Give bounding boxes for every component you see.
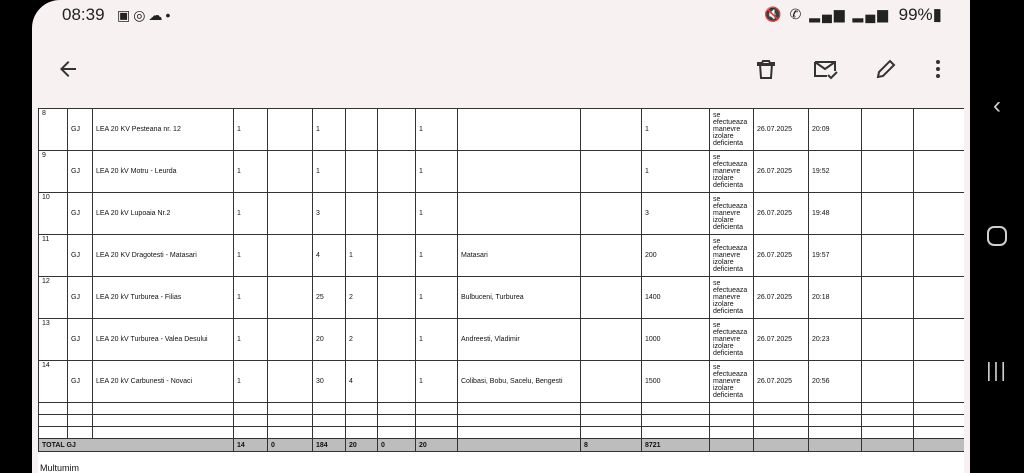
gallery-icon: ▣ bbox=[117, 7, 134, 23]
empty-row bbox=[39, 427, 965, 439]
app-bar bbox=[32, 45, 970, 95]
empty-row bbox=[39, 403, 965, 415]
outage-table bbox=[38, 108, 964, 452]
signal-1-icon: ▂▄▆ bbox=[809, 6, 847, 22]
table-row: 13 GJ LEA 20 kV Turburea - Valea Desului 1 20 2 1 Andreesti, Vladimir 1000 se efectueaza manevre izolare deficienta 26.07.2025 20:23 bbox=[39, 319, 965, 361]
table-row: 10 GJ LEA 20 kV Lupoaia Nr.2 1 3 1 3 se efectueaza manevre izolare deficienta 26.07.2025 19:48 bbox=[39, 193, 965, 235]
email-screen bbox=[32, 0, 970, 473]
table-row: 14 GJ LEA 20 kV Carbunesti - Novaci 1 30 4 1 Colibasi, Bobu, Sacelu, Bengesti 1500 se efectueaza manevre izolare deficienta 26.07.2025 20:56 bbox=[39, 361, 965, 403]
battery-icon: ▮ bbox=[932, 5, 942, 24]
mark-read-icon[interactable] bbox=[810, 53, 842, 85]
mute-icon: 🔇 bbox=[764, 6, 784, 22]
table-row: 9 GJ LEA 20 kV Motru - Leurda 1 1 1 1 se efectueaza manevre izolare deficienta 26.07.2025 19:52 bbox=[39, 151, 965, 193]
status-bar bbox=[32, 0, 970, 32]
table-row: 8 GJ LEA 20 KV Pesteana nr. 12 1 1 1 1 se efectueaza manevre izolare deficienta 26.07.2025 20:09 bbox=[39, 109, 965, 151]
home-icon[interactable] bbox=[970, 225, 1024, 252]
cloud-icon: ☁ bbox=[148, 7, 166, 23]
dot-icon: • bbox=[165, 7, 174, 23]
empty-row bbox=[39, 415, 965, 427]
delete-icon[interactable] bbox=[750, 53, 782, 85]
whatsapp-icon: ◎ bbox=[133, 7, 149, 23]
signal-2-icon: ▂▄▆ bbox=[852, 6, 890, 22]
clock: 08:39 bbox=[62, 5, 105, 24]
recent-apps-icon[interactable]: ‹ bbox=[993, 92, 1001, 119]
email-body bbox=[38, 108, 964, 473]
navigation-bar bbox=[970, 0, 1024, 473]
back-icon[interactable]: ||| bbox=[986, 360, 1008, 382]
table-row: 11 GJ LEA 20 KV Dragotesti - Matasari 1 4 1 1 Matasari 200 se efectueaza manevre izolare deficienta 26.07.2025 19:57 bbox=[39, 235, 965, 277]
arrow-back-icon[interactable] bbox=[52, 53, 84, 85]
closing-text: Multumim bbox=[40, 463, 80, 473]
edit-icon[interactable] bbox=[870, 53, 902, 85]
battery-level: 99%▮ bbox=[898, 5, 942, 24]
table-row: 12 GJ LEA 20 kV Turburea - Filias 1 25 2 1 Bulbuceni, Turburea 1400 se efectueaza manevre izolare deficienta 26.07.2025 20:18 bbox=[39, 277, 965, 319]
system-icons bbox=[764, 6, 890, 23]
wifi-call-icon: ✆ bbox=[789, 6, 804, 22]
more-icon[interactable] bbox=[922, 53, 954, 85]
notification-icons bbox=[117, 7, 173, 24]
total-row: TOTAL GJ 14 0 184 20 0 20 8 8721 bbox=[39, 439, 965, 452]
